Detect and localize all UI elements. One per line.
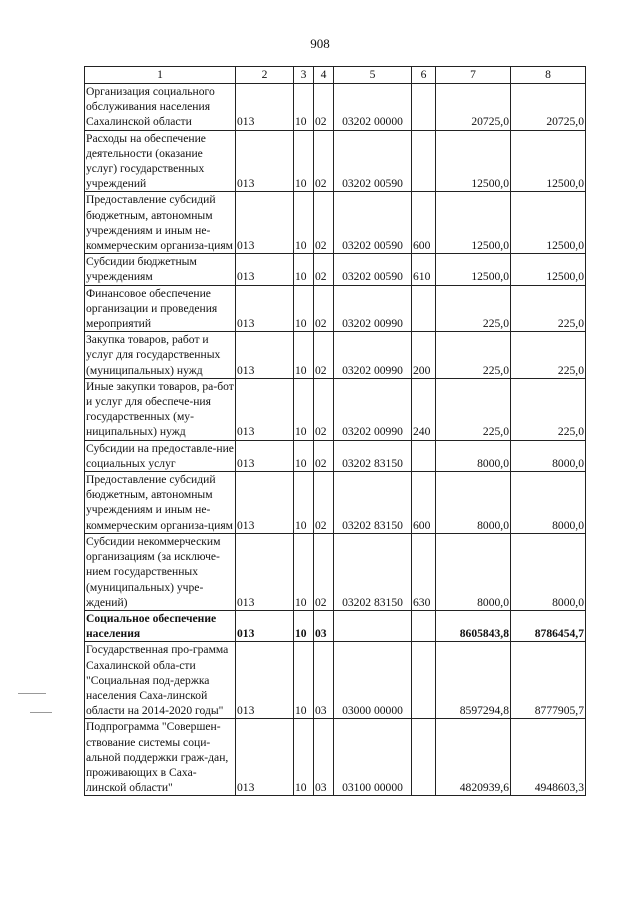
row-ministry-code: 013: [236, 332, 294, 379]
row-amount-year-1: 4820939,6: [436, 719, 511, 796]
row-subsection: 02: [314, 130, 334, 192]
row-section: 10: [294, 378, 314, 440]
page-number: 908: [310, 36, 330, 51]
row-subsection: 02: [314, 472, 334, 534]
row-amount-year-2: 8786454,7: [511, 610, 586, 641]
row-subsection: 02: [314, 84, 334, 131]
row-ministry-code: 013: [236, 472, 294, 534]
header-col-8: 8: [511, 67, 586, 84]
row-ministry-code: 013: [236, 642, 294, 719]
row-ministry-code: 013: [236, 254, 294, 285]
row-amount-year-1: 8605843,8: [436, 610, 511, 641]
table-row: [85, 472, 586, 534]
row-ministry-code: 013: [236, 610, 294, 641]
row-ministry-code: 013: [236, 84, 294, 131]
row-name: Предоставление субсидий бюджетным, автономным учреждениям и иным не-коммерческим организа-циям: [85, 192, 236, 254]
row-section: 10: [294, 719, 314, 796]
row-expense-type: 200: [412, 332, 436, 379]
row-section: 10: [294, 130, 314, 192]
table-row: [85, 440, 586, 471]
row-expense-type: [412, 642, 436, 719]
row-amount-year-1: 12500,0: [436, 192, 511, 254]
row-section: 10: [294, 332, 314, 379]
row-ministry-code: 013: [236, 440, 294, 471]
row-subsection: 03: [314, 719, 334, 796]
row-section: 10: [294, 254, 314, 285]
row-target-article: 03202 00590: [334, 254, 412, 285]
row-amount-year-1: 225,0: [436, 285, 511, 332]
row-target-article: 03202 00990: [334, 285, 412, 332]
row-amount-year-2: 8000,0: [511, 472, 586, 534]
row-expense-type: [412, 130, 436, 192]
row-target-article: 03202 83150: [334, 440, 412, 471]
row-amount-year-2: 8000,0: [511, 533, 586, 610]
row-target-article: 03202 83150: [334, 533, 412, 610]
row-expense-type: 630: [412, 533, 436, 610]
table-row: [85, 378, 586, 440]
row-expense-type: [412, 719, 436, 796]
row-subsection: 02: [314, 533, 334, 610]
table-row: [85, 285, 586, 332]
row-target-article: [334, 610, 412, 641]
row-amount-year-2: 12500,0: [511, 130, 586, 192]
header-row: [85, 67, 586, 84]
row-amount-year-1: 8000,0: [436, 533, 511, 610]
row-section: 10: [294, 472, 314, 534]
row-name: Субсидии некоммерческим организациям (за исключе-нием государственных (муниципальных) учре-ждений): [85, 533, 236, 610]
row-subsection: 03: [314, 610, 334, 641]
table-row: [85, 84, 586, 131]
row-subsection: 02: [314, 378, 334, 440]
row-ministry-code: 013: [236, 192, 294, 254]
row-amount-year-2: 225,0: [511, 285, 586, 332]
row-name: Государственная про-грамма Сахалинской обла-сти "Социальная под-держка населения Саха-линской области на 2014-2020 годы": [85, 642, 236, 719]
row-name: Расходы на обеспечение деятельности (оказание услуг) государственных учреждений: [85, 130, 236, 192]
row-subsection: 02: [314, 254, 334, 285]
row-ministry-code: 013: [236, 285, 294, 332]
header-col-5: 5: [334, 67, 412, 84]
row-expense-type: [412, 84, 436, 131]
row-amount-year-2: 12500,0: [511, 254, 586, 285]
row-amount-year-2: 8777905,7: [511, 642, 586, 719]
row-section: 10: [294, 610, 314, 641]
row-name: Организация социального обслуживания населения Сахалинской области: [85, 84, 236, 131]
row-name: Субсидии на предоставле-ние социальных услуг: [86, 441, 234, 470]
row-amount-year-2: 225,0: [511, 332, 586, 379]
row-target-article: 03202 00990: [334, 332, 412, 379]
table-row: [85, 332, 586, 379]
row-ministry-code: 013: [236, 719, 294, 796]
row-section: 10: [294, 533, 314, 610]
header-col-7: 7: [436, 67, 511, 84]
row-amount-year-2: 4948603,3: [511, 719, 586, 796]
row-amount-year-2: 20725,0: [511, 84, 586, 131]
row-expense-type: 610: [412, 254, 436, 285]
row-subsection: 03: [314, 642, 334, 719]
row-ministry-code: 013: [236, 378, 294, 440]
header-col-6: 6: [412, 67, 436, 84]
margin-mark: [18, 693, 46, 694]
row-expense-type: [412, 610, 436, 641]
row-target-article: 03000 00000: [334, 642, 412, 719]
row-target-article: 03202 83150: [334, 472, 412, 534]
row-expense-type: 600: [412, 192, 436, 254]
row-amount-year-2: 12500,0: [511, 192, 586, 254]
row-target-article: 03100 00000: [334, 719, 412, 796]
row-amount-year-1: 225,0: [436, 332, 511, 379]
row-ministry-code: 013: [236, 130, 294, 192]
row-name: Субсидии бюджетным учреждениям: [85, 254, 236, 285]
row-amount-year-2: 8000,0: [511, 440, 586, 471]
table-row: [85, 192, 586, 254]
row-amount-year-1: 8000,0: [436, 472, 511, 534]
row-amount-year-2: 225,0: [511, 378, 586, 440]
row-subsection: 02: [314, 332, 334, 379]
row-expense-type: 240: [412, 378, 436, 440]
row-subsection: 02: [314, 192, 334, 254]
table-row: [85, 642, 586, 719]
row-expense-type: [412, 440, 436, 471]
row-section: 10: [294, 642, 314, 719]
row-subsection: 02: [314, 285, 334, 332]
header-col-2: 2: [236, 67, 294, 84]
row-target-article: 03202 00990: [334, 378, 412, 440]
row-target-article: 03202 00590: [334, 130, 412, 192]
row-amount-year-1: 20725,0: [436, 84, 511, 131]
row-section: 10: [294, 84, 314, 131]
row-amount-year-1: 12500,0: [436, 254, 511, 285]
row-section: 10: [294, 440, 314, 471]
row-amount-year-1: 8000,0: [436, 440, 511, 471]
row-target-article: 03202 00590: [334, 192, 412, 254]
table-row: [85, 254, 586, 285]
row-amount-year-1: 12500,0: [436, 130, 511, 192]
row-amount-year-1: 225,0: [436, 378, 511, 440]
row-name: Финансовое обеспечение организации и проведения мероприятий: [85, 285, 236, 332]
margin-mark: [30, 712, 52, 713]
row-ministry-code: 013: [236, 533, 294, 610]
header-col-3: 3: [294, 67, 314, 84]
budget-table: [84, 66, 586, 796]
header-col-1: 1: [85, 67, 236, 84]
row-expense-type: [412, 285, 436, 332]
row-target-article: 03202 00000: [334, 84, 412, 131]
row-name: Закупка товаров, работ и услуг для государственных (муниципальных) нужд: [85, 332, 236, 379]
row-name: Социальное обеспечение населения: [85, 610, 236, 641]
row-name: Подпрограмма "Совершен-ствование системы соци-альной поддержки граж-дан, проживающих в Саха-линской области": [85, 719, 236, 796]
table-row: [85, 533, 586, 610]
row-amount-year-1: 8597294,8: [436, 642, 511, 719]
row-section: 10: [294, 192, 314, 254]
row-name: Иные закупки товаров, ра-бот и услуг для обеспече-ния государственных (му-ниципальных) нужд: [86, 379, 234, 439]
row-name: Предоставление субсидий бюджетным, автономным учреждениям и иным не-коммерческим организа-циям: [85, 472, 236, 534]
row-expense-type: 600: [412, 472, 436, 534]
table-row: [85, 610, 586, 641]
table-row: [85, 130, 586, 192]
table-row: [85, 719, 586, 796]
header-col-4: 4: [314, 67, 334, 84]
row-subsection: 02: [314, 440, 334, 471]
row-section: 10: [294, 285, 314, 332]
